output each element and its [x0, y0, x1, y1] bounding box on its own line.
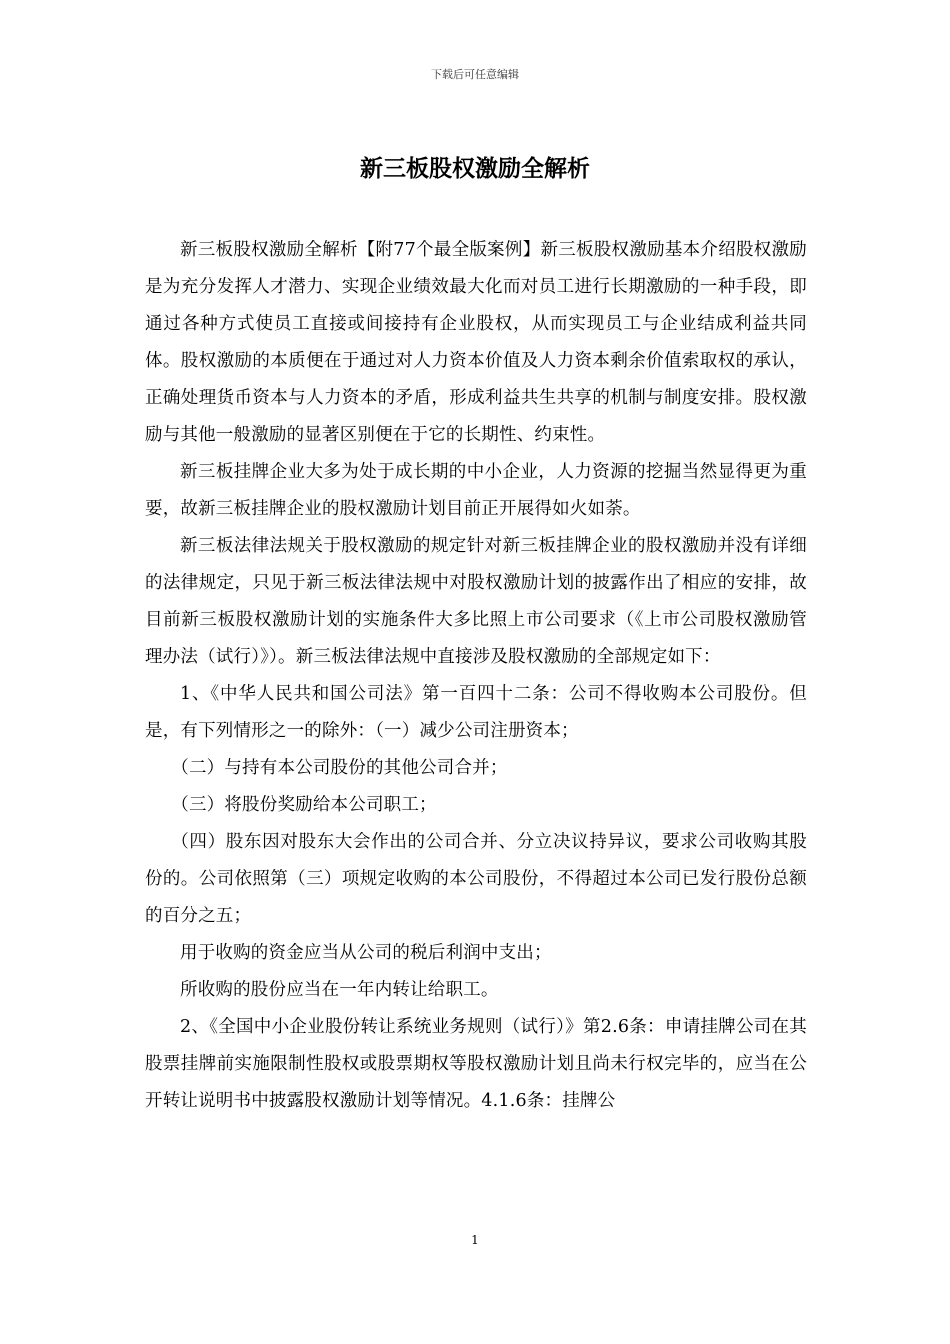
paragraph-clause-1-2: （二）与持有本公司股份的其他公司合并； — [171, 758, 508, 778]
paragraph-transfer: 所收购的股份应当在一年内转让给职工。 — [180, 980, 499, 1000]
paragraph-regulations: 新三板法律法规关于股权激励的规定针对新三板挂牌企业的股权激励并没有详细的法律规定，只见于新三板法律法规中对股权激励计划的披露作出了相应的安排，故目前新三板股权激励计划的实施条件大多比照上市公司要求（《上市公司股权激励管理办法（试行）》）。新三板法律法规中直接涉及股权激励的全部规定如下： — [145, 536, 807, 667]
paragraph-growth: 新三板挂牌企业大多为处于成长期的中小企业，人力资源的挖掘当然显得更为重要，故新三板挂牌企业的股权激励计划目前正开展得如火如荼。 — [145, 462, 807, 519]
paragraph-clause-1-3: （三）将股份奖励给本公司职工； — [171, 795, 437, 815]
paragraph-clause-1: 1、《中华人民共和国公司法》第一百四十二条：公司不得收购本公司股份。但是，有下列情形之一的除外：（一）减少公司注册资本； — [145, 684, 807, 741]
paragraph-funds: 用于收购的资金应当从公司的税后利润中支出； — [180, 943, 552, 963]
paragraph-intro: 新三板股权激励全解析【附77个最全版案例】新三板股权激励基本介绍股权激励是为充分发挥人才潜力、实现企业绩效最大化而对员工进行长期激励的一种手段，即通过各种方式使员工直接或间接持有企业股权，从而实现员工与企业结成利益共同体。股权激励的本质便在于通过对人力资本价值及人力资本剩余价值索取权的承认，正确处理货币资本与人力资本的矛盾，形成利益共生共享的机制与制度安排。股权激励与其他一般激励的显著区别便在于它的长期性、约束性。 — [145, 240, 807, 445]
paragraph-clause-2: 2、《全国中小企业股份转让系统业务规则（试行）》第2.6条：申请挂牌公司在其股票挂牌前实施限制性股权或股票期权等股权激励计划且尚未行权完毕的，应当在公开转让说明书中披露股权激励计划等情况。4.1.6条：挂牌公 — [145, 1017, 807, 1111]
paragraph-clause-1-4: （四）股东因对股东大会作出的公司合并、分立决议持异议，要求公司收购其股份的。公司依照第（三）项规定收购的本公司股份，不得超过本公司已发行股份总额的百分之五； — [145, 832, 807, 926]
document-body — [145, 232, 807, 1120]
document-title: 新三板股权激励全解析 — [360, 156, 590, 182]
page-number: 1 — [471, 1233, 479, 1247]
header-note: 下载后可任意编辑 — [431, 68, 519, 81]
